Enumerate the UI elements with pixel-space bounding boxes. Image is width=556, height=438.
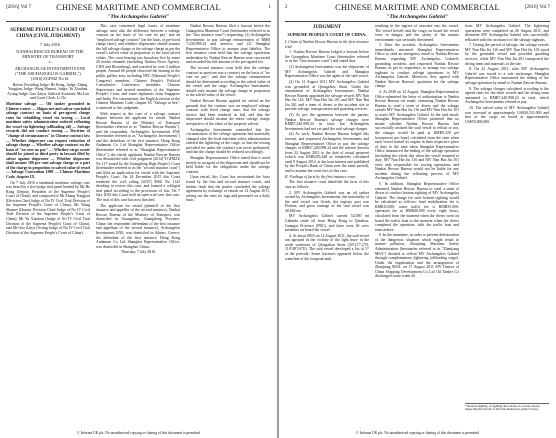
section-heading: II. Findings of facts by the first instance court (285, 174, 356, 179)
paragraph: resulting in the ingress of seawater into the vessel. The vessel herself and the cargo on board the vessel were in danger, and the safety of the marine environment was seriously threatened. (375, 24, 459, 42)
paragraph: 4. At about 0855 on 12 August 2011, the said vessel ran aground in the vicinity of the light buoy in the north waterway of Qiongzhou Strait (20°21'7.2"N, 110°48'3.6"E). The said vessel developed a list of 3° at the portside. Some fractures appeared below the waterline of the forepeak tank, (285, 233, 369, 261)
column-1 (285, 24, 369, 426)
section-heading: I. Claim of Nanhai Rescue Bureau in the first instance trial (285, 40, 369, 49)
judgment-date: 7 July 2016 (39, 42, 61, 47)
paragraph: (1) Archangelos Investments was the shipowner of MV Archangelos Gabriel and Shanghai Representative Office was the agent of the said vessel. (285, 65, 369, 79)
page-footer: © Informa UK plc. No unauthorised copying or sharing of this document is permitted (355, 431, 480, 435)
paragraph: 3. After the accident, Archangelos Investments immediately entrusted Shanghai Representative Office to send an emergency email to Nanhai Rescue Bureau regarding MV Archangelos Gabriel's grounding accident, and requested Nanhai Rescue Bureau, as per its experience, to arrange two salvage tugboats to conduct salvage operations to MV Archangelos Gabriel. Moreover, they agreed with Nanhai Rescue Bureau's quotation for the salvage charge. (375, 43, 459, 89)
paragraph: 10. The salved value of MV Archangelos Gabriel was assessed at approximately US$30,531,000 and that of the cargo on board at approximately US$55,000,000. (465, 106, 549, 124)
paragraph: 9. The salvage charges calculated according to the agreed rates for the three vessels and the diving team amounted to RMB7,240,998.24 in total, which Archangelos Investments refused to pay. (465, 86, 549, 105)
journal-title: CHINESE MARITIME AND COMMERCIAL (335, 3, 500, 12)
paragraph: 1. Nanhai Rescue Bureau lodged a lawsuit before the Guangzhou Maritime Court (hereinafter referred to as the "first instance court") and stated that: (285, 50, 369, 64)
judgment-heading: JUDGMENT (313, 25, 341, 30)
paragraph: Nanhai Rescue Bureau applied for retrial on the grounds that the contract was an employed salvage contract with fixed charge rates, that the salvage service had been rendered in full, and that the shipowner should assume the entire salvage charge irrespective of the value of the property salved. (186, 99, 270, 126)
column-1 (6, 24, 90, 426)
right-page (279, 0, 556, 438)
running-header (285, 4, 550, 14)
paragraph: 5. In addition, Shanghai Representative Office entrusted Nanhai Rescue Bureau to send a team of divers to conduct bottom sighting of MV Archangelos Gabriel. The charge for such bottom sighting would be calculated as follows: land mobilization fee is RMB10,000; water traffic fee is RMB55,000; operation fee at RMB40,000 every eight hours, calculated from the moment when the divers went on board the traffic boat to the moment when the divers completed the operation, with the traffic boat and team ashore. (375, 182, 459, 232)
party-respondent: ARCHANGELOS INVESTMENTS ENE ("THE ARCHANGELOS GABRIEL") (14, 65, 86, 76)
paragraph: from MV Archangelos Gabriel. The lightering operations were completed on 20 August 2011, and thereafter MV Archangelos Gabriel was successfully refloated with the assistance of the salvage tugboats. (465, 24, 549, 42)
journal-title: CHINESE MARITIME AND COMMERCIAL (56, 3, 221, 12)
column-2 (96, 24, 180, 426)
versus: v. (48, 58, 52, 64)
case-citation: [2016] ZGFMZ No 61 (31, 75, 69, 81)
running-header (6, 4, 271, 14)
page-number: 2 (285, 5, 288, 10)
paragraph: 4. At 2040 on 12 August, Shanghai Representative Office submitted the letter of authorization to Nanhai Rescue Bureau via email, entrusting Nanhai Rescue Bureau to send a team of divers and the salvage vessels MV Nan Hai Jiu 116 and MV Nan Hai Jiu 101 to assist MV Archangelos Gabriel. In the said email, Shanghai Representative Office promised that no matter whether Nanhai Rescue Bureau had successfully assisted the said vessel to refloat or not, the charges would be paid at RMB5,320 per horsepower per hour) calculated from the time when each vessel started its engine in their respective place of duty to the time when Shanghai Representative Office announced the ending of the salvage operation (including the whole day when the vessel returned to duty. MV Nan Hai Jiu 116 and MV Nan Hai Jiu 101 were only responsible for towing operations, and Nanhai Rescue Bureau would not be liable for any incident during the refloating process of MV Archangelos Gabriel. (375, 90, 459, 181)
text-columns (285, 24, 550, 426)
header-rule (285, 21, 550, 22)
page-footer: © Informa UK plc. No unauthorised copying or sharing of this document is permitted (76, 431, 201, 435)
court-heading: SUPREME PEOPLE'S COURT OF CHINA (CIVIL JUDGMENT) (10, 28, 86, 39)
paragraph: Nanhai Rescue Bureau filed a lawsuit before the Guangzhou Maritime Court (hereinafter referred to as the "first instance court") requesting: (1) Archangelos Investments to pay salvage remuneration of RMB 7,240,998.24 and interest; and (2) Shanghai Representative Office to assume joint liability. The first instance court held that the salvage operations undertaken by Nanhai Rescue Bureau were successful and awarded the full amount of the pre-agreed fee. (186, 24, 270, 65)
column-3 (465, 24, 549, 412)
column-2 (375, 24, 459, 426)
column-3 (186, 24, 270, 426)
party-claimant: NANHAI RESCUE BUREAU OF THE MINISTRY OF TRANSPORT (16, 48, 84, 59)
paragraph: Upon retrial, this Court has ascertained the facts found by the first and second instance courts, and further finds that the parties concluded the salvage agreement by exchange of emails on 12 August 2011, setting out the rates for tugs and personnel on a daily basis. (186, 175, 270, 203)
page-number: 1 (268, 5, 271, 10)
paragraph: This case concerned legal issues of maritime salvage, inter alia, the difference between a salvage contract on the basis of "no cure no pay" and an "employed salvage contract" (on the basis of pre-fixed charge rates), and whether shipowners should assume the full salvage charge or the salvage charge as per the vessel's salved value in proportion to the total salved values. The court hearing was broadcast live by some 20 media channels (including Xinhua News Agency, CNN and Bloomberg), and watched by over 2 million people. Around 60 people observed the hearing in the public gallery area, including NPC (National People's Congress) members, Chinese People's Political Consultative Conference members, Chinese Supervisors and invited members of the Supreme People's Court, and some diplomats from Singapore and India. For convenience, the English version of the Chinese Maritime Code, chapter IX "Salvage at Sea", is annexed to this judgment. (96, 24, 180, 110)
year-volume: [2016] Vol 7 (524, 5, 550, 10)
case-name: "The Archangelos Gabriel" (386, 14, 449, 20)
left-page (0, 0, 277, 438)
case-name: "The Archangelos Gabriel" (107, 14, 170, 20)
headnote: Maritime salvage — Oil tanker grounded in Chinese waters — Shipowner and salvor concluded salvage contract on basis of pre-agreed charge rates for rebuilding vessel via towing — Local maritime safety administration ordered refloating the vessel via lightering (offloading oil) — Salvage rewards did not conduct towing — Doctrine of "change of circumstances" in Chinese contract law — Whether shipowner can request reduction of salvage charge — Whether salvage contract on the basis of "no cure no pay" — Whether cargo owner should be joined as third party in lawsuit filed by salvor against shipowner — Whether shipowner shall assume 100 per cent salvage charge or a part of the charge in proportion to salved value of vessel — Salvage Convention 1989 — Chinese Maritime Code, chapter IX. (6, 102, 90, 179)
paragraph: On 7 July 2016 a landmark maritime salvage case was heard by a five-judge trial panel headed by Mr He Rong (Deputy President of the Supreme People's Court of China), and composed of Mr Zhang Yongjian (Division Chief Judge of No IV Civil Trial Division of the Supreme People's Court of China), Ms Wang Shumei (Deputy Division Chief Judge of No IV Civil Trial Division of the Supreme People's Court of China), Mr Yu Xiaohan (Judge of No IV Civil Trial Division of the Supreme People's Court of China), and Mr Guo Zaiyu (Acting Judge of No IV Civil Trial Division of the Supreme People's Court of China). (6, 180, 90, 235)
paragraph: 7. During the period of salvage, the salvage vessels MV Nan Hai Jiu 116 and MV Nan Hai Jiu 101 stood by the grounded vessel and provided guarding services, while MV Nan Hai Jiu 201 transported the diving team and materials to the site. (465, 43, 549, 66)
paragraph: The applicant for retrial (plaintiff of the first instance and appellee of the second instance), Nanhai Rescue Bureau of the Ministry of Transport, was domiciled in Guangzhou, Guangdong Province, China; the respondent (defendant of the first instance and appellant of the second instance), Archangelos Investments ENE, was domiciled in Athens, Greece; the defendant of the first instance, Hong Kong Andaman Co Ltd Shanghai Representative Office, was domiciled in Shanghai, China. (96, 203, 180, 249)
hearing-date: Thursday, 7 July 2016 (120, 250, 156, 255)
paragraph: (2) On 12 August 2011 MV Archangelos Gabriel was grounded at Qiongzhou Strait. Under the entrustment of Archangelos Investments, Nanhai Rescue Bureau appointed the salvage vessels MV Nan Hai Jiu 116, MV Nan Hai Jiu 101 and MV Nan Hai Jiu 201 and a team of divers to the accident site to provide salvage, transportation and guarding services. (285, 80, 369, 112)
paragraph: With respect to the case of a salvage contract dispute between the applicant for retrial, Nanhai Rescue Bureau of the Ministry of Transport (hereinafter referred to as "Nanhai Rescue Bureau"), and the respondent, Archangelos Investments ENE (hereinafter referred to as "Archangelos Investments") and the defendant of the first instance, Hong Kong Andaman Co Ltd Shanghai Representative Office (hereinafter referred to as "Shanghai Representative Office"), the retrial applicant Nanhai Rescue Bureau was dissatisfied with civil judgment [2014] YGFMZZ No 117 issued by the Guangdong High People's Court (hereinafter referred to as the "second instance court") and filed an application for retrial with the Supreme People's Court. On 24 December 2015 this Court rendered the civil ruling [2015] MSZ No 1142 deciding to review this case, and formed a collegial trial panel according to the provisions of law. On 7 July 2016 this Court held an open trial over this case. The trial of this case has now finished. (96, 111, 180, 202)
paragraph: 2. MV Archangelos Gabriel was an oil tanker owned by Archangelos Investments, the nationality of the said vessel was Greek, the registry port was Piraeus, and gross tonnage of the said vessel was 40,682 mt. (285, 190, 369, 213)
paragraph: The first instance court identified the facts of this case as follows: (285, 180, 369, 189)
paragraph: 8. On 22 August 2011, after MV Archangelos Gabriel was towed to a safe anchorage, Shanghai Representative Office announced the ending of the salvage operation by email to Nanhai Rescue Bureau. (465, 67, 549, 85)
footnote: * Bottom sighting, or sighting the bottom of a vessel, means inspecting the bottom of the hull underwater (editor's note). (465, 403, 549, 412)
paragraph: Archangelos Investments contended that the circumstances of the salvage operation had materially changed after the local maritime safety administration ordered the lightering of the cargo, so that the towing provided for under the contract was never performed, and that the charge should be reduced accordingly. (186, 127, 270, 155)
paragraph: (4) As such, Nanhai Rescue Bureau lodged this lawsuit, and requested Archangelos Investments and Shanghai Representative Office to pay the salvage charges of RMB7,240,998.24 and the interest thereon from 22 August 2011 to the date of actual payment (which was RMB476,448 as tentatively calculated until 8 August 2012, at the loan interest rate published by the People's Bank of China over the same period), and to assume the court fees of this case. (285, 132, 369, 173)
paragraph: Shanghai Representative Office stated that it acted merely as an agent of the shipowner and should not be held liable for the obligations under the salvage contract. (186, 156, 270, 174)
paragraph: MV Archangelos Gabriel carried 54,580 mt Cabinda crude oil from Hong Kong to Qinzhou, Guangxi Province (PRC), and there were 26 crew members on board the vessel. (285, 214, 369, 233)
text-columns (6, 24, 271, 426)
paragraph: (3) As per the agreement between the parties, Nanhai Rescue Bureau's salvage charges were RMB7,240,998.24 in total, but Archangelos Investments had not yet paid the said salvage charges. (285, 113, 369, 131)
judges-list: Before Presiding Judge: He Rong, Judge: Zhang Yongjian, Judge: Wang Shumei, Judge: Yu Xiaohan, Acting Judge: Guo Zaiyu, Judicial Assistant: Ma Lan and Court Clerk: Li Na (7, 82, 89, 101)
year-volume: [2016] Vol 7 (6, 5, 32, 10)
paragraph: 6. In the meantime, in order to prevent deterioration of the dangerous situation which might result in marine pollution, Zhanjiang Maritime Safety Administration (hereinafter referred to as "Zhanjiang MSA") decided to refloat MV Archangelos Gabriel through complementary lightering (offloading cargo). Under the organisation and the arrangement of Zhanjiang MSA, on 17 August 2011 MV Dancer of China Shipping Development Co Ltd Oil Tanker Co discharged some crude oil (375, 233, 459, 279)
paragraph: The second instance court held that the salvage contract in question was a contract on the basis of "no cure no pay", and that the salvage remuneration should be determined according to the salved value of the vessel and the cargo. Archangelos Investments should only assume the salvage charge in proportion to the salved value of the vessel. (186, 66, 270, 98)
court-subheading: SUPREME PEOPLE'S COURT OF CHINA: (287, 31, 367, 37)
header-rule (6, 21, 271, 22)
